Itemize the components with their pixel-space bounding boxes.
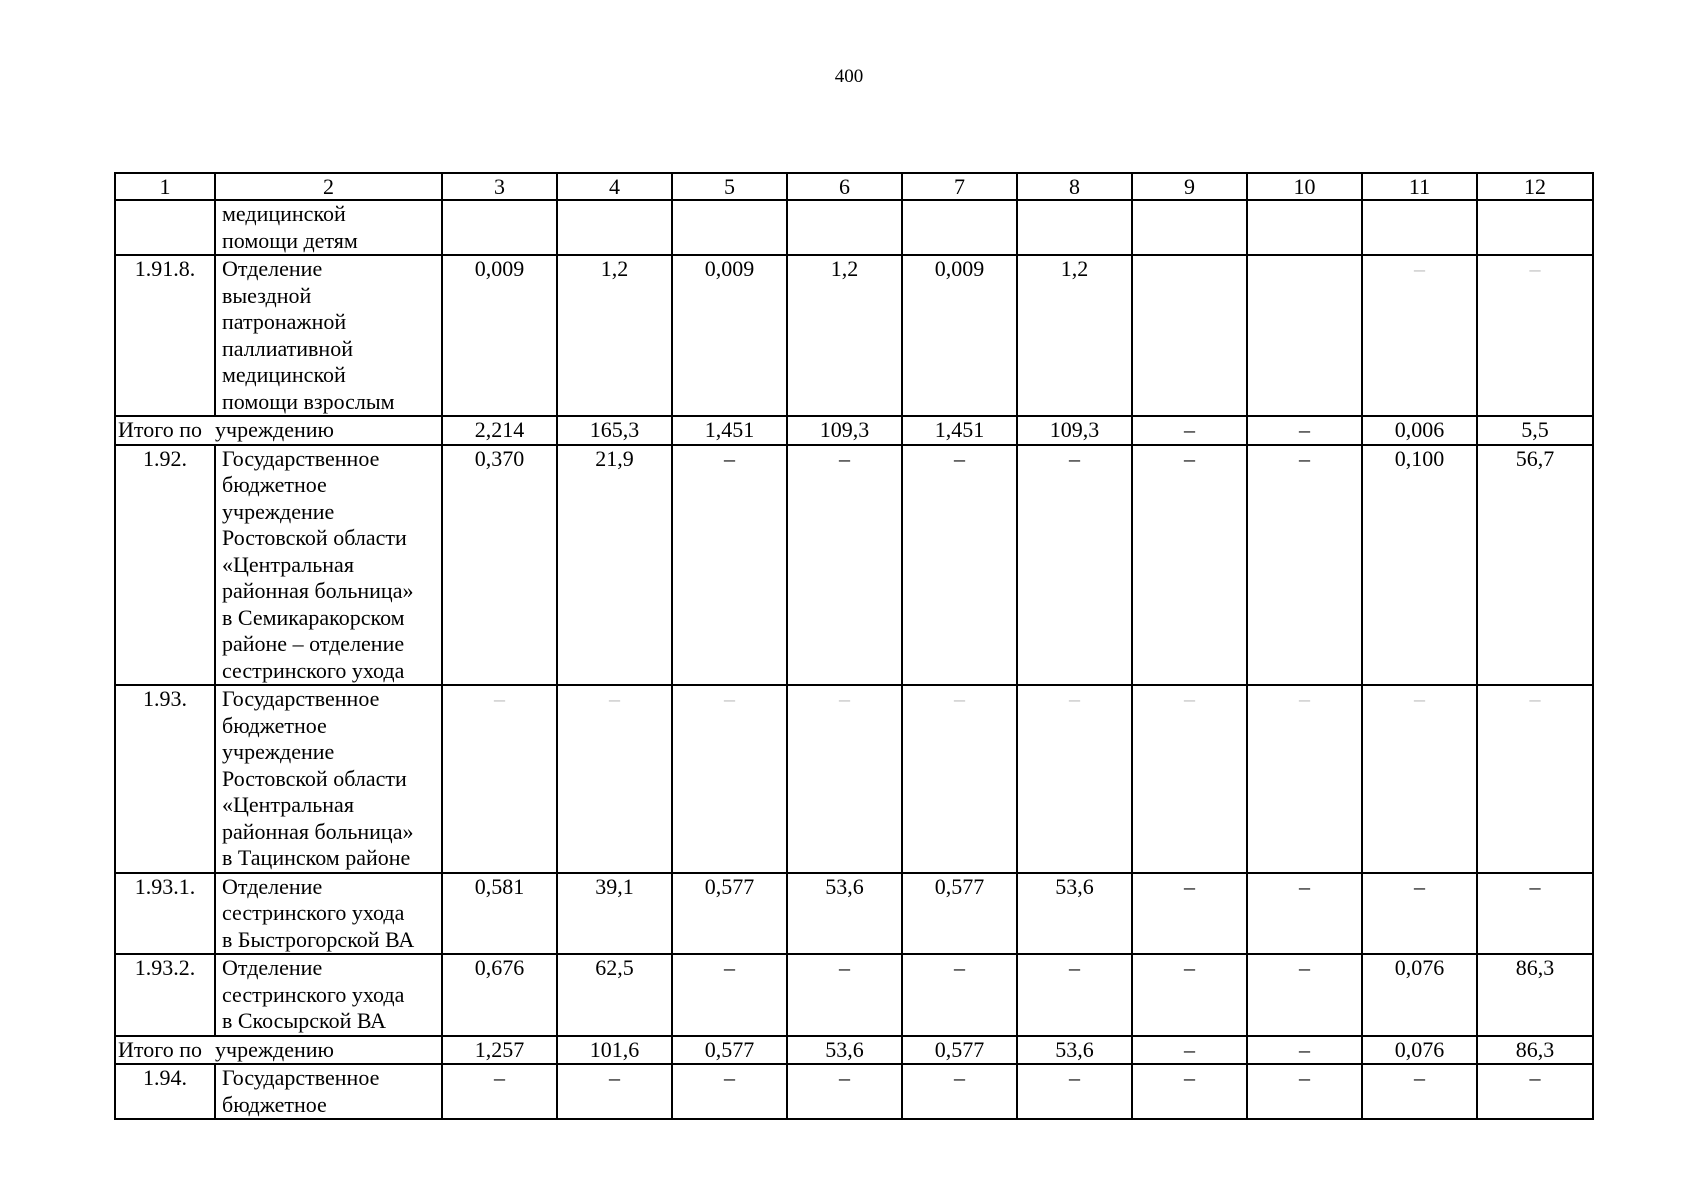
row-name-line: помощи взрослым — [222, 388, 395, 414]
table-row — [115, 954, 1593, 1036]
row-name — [215, 873, 442, 955]
row-name-line: бюджетное — [222, 1091, 327, 1117]
value-cell: – — [1477, 873, 1593, 955]
row-name-line: в Скосырской ВА — [222, 1008, 387, 1033]
row-name-line: учреждение — [222, 498, 335, 524]
value-cell: 86,3 — [1477, 954, 1593, 1036]
row-name — [215, 954, 442, 1036]
row-name — [215, 445, 442, 686]
value-cell — [1477, 200, 1593, 255]
value-cell: 1,2 — [1017, 255, 1132, 416]
value-cell: 0,006 — [1362, 416, 1477, 445]
value-cell: – — [1017, 954, 1132, 1036]
value-cell: 1,451 — [902, 416, 1017, 445]
data-table — [114, 172, 1594, 1120]
table-row — [115, 200, 1593, 255]
row-code: 1.92. — [115, 445, 215, 686]
value-cell: – — [672, 445, 787, 686]
row-code: 1.91.8. — [115, 255, 215, 416]
value-cell — [1362, 200, 1477, 255]
value-cell: 53,6 — [787, 873, 902, 955]
value-cell: – — [672, 685, 787, 873]
value-cell: – — [1247, 685, 1362, 873]
total-label: Итого по — [115, 1036, 215, 1065]
column-header: 5 — [672, 173, 787, 200]
row-name-line: медицинской — [222, 201, 346, 226]
total-row — [115, 1036, 1593, 1065]
value-cell: – — [902, 1064, 1017, 1119]
value-cell: 0,577 — [902, 1036, 1017, 1065]
value-cell: 0,676 — [442, 954, 557, 1036]
value-cell: – — [557, 685, 672, 873]
value-cell: 86,3 — [1477, 1036, 1593, 1065]
value-cell: – — [1132, 685, 1247, 873]
value-cell: 0,581 — [442, 873, 557, 955]
value-cell: – — [1362, 1064, 1477, 1119]
row-name-line: районная больница» — [222, 578, 414, 603]
column-header: 2 — [215, 173, 442, 200]
table-body — [115, 173, 1593, 1119]
value-cell: – — [1247, 1036, 1362, 1065]
row-name-line: патронажной — [222, 309, 347, 334]
value-cell — [902, 200, 1017, 255]
value-cell: – — [557, 1064, 672, 1119]
row-name-line: помощи детям — [222, 227, 358, 253]
total-label-cont: учреждению — [215, 1036, 442, 1065]
value-cell: 101,6 — [557, 1036, 672, 1065]
value-cell: 0,009 — [672, 255, 787, 416]
row-name-line: Отделение — [222, 955, 323, 980]
value-cell: 109,3 — [1017, 416, 1132, 445]
value-cell: – — [1477, 1064, 1593, 1119]
total-row — [115, 416, 1593, 445]
value-cell: 1,2 — [557, 255, 672, 416]
column-header: 11 — [1362, 173, 1477, 200]
row-code: 1.94. — [115, 1064, 215, 1119]
row-name-line: Государственное — [222, 686, 380, 711]
table-row — [115, 685, 1593, 873]
value-cell: – — [1017, 445, 1132, 686]
value-cell: – — [1362, 255, 1477, 416]
row-name-line: сестринского ухода — [222, 981, 405, 1007]
column-header: 1 — [115, 173, 215, 200]
value-cell: – — [1362, 873, 1477, 955]
value-cell: – — [902, 685, 1017, 873]
column-header: 12 — [1477, 173, 1593, 200]
value-cell: – — [672, 954, 787, 1036]
row-name — [215, 1064, 442, 1119]
row-name-line: бюджетное — [222, 712, 327, 738]
value-cell: 53,6 — [787, 1036, 902, 1065]
value-cell: – — [442, 685, 557, 873]
value-cell: 0,009 — [442, 255, 557, 416]
page-number: 400 — [834, 66, 864, 87]
value-cell: – — [1477, 255, 1593, 416]
value-cell: 0,577 — [672, 1036, 787, 1065]
row-name-line: бюджетное — [222, 472, 327, 497]
column-header: 8 — [1017, 173, 1132, 200]
row-name-line: районная больница» — [222, 818, 414, 844]
value-cell: – — [787, 445, 902, 686]
value-cell: – — [1132, 873, 1247, 955]
value-cell: 53,6 — [1017, 1036, 1132, 1065]
value-cell: 0,076 — [1362, 1036, 1477, 1065]
value-cell: 1,451 — [672, 416, 787, 445]
value-cell: 56,7 — [1477, 445, 1593, 686]
value-cell: – — [672, 1064, 787, 1119]
value-cell: 1,2 — [787, 255, 902, 416]
value-cell: – — [1247, 445, 1362, 686]
value-cell: 0,370 — [442, 445, 557, 686]
column-header: 7 — [902, 173, 1017, 200]
value-cell: 21,9 — [557, 445, 672, 686]
total-label-cont: учреждению — [215, 416, 442, 445]
value-cell: 39,1 — [557, 873, 672, 955]
row-name-line: учреждение — [222, 739, 335, 764]
value-cell: 1,257 — [442, 1036, 557, 1065]
column-header: 3 — [442, 173, 557, 200]
table-row — [115, 1064, 1593, 1119]
value-cell: – — [1247, 1064, 1362, 1119]
row-name-line: Государственное — [222, 445, 380, 471]
row-name-line: выездной — [222, 282, 312, 308]
row-name-line: Отделение — [222, 256, 323, 281]
column-header: 6 — [787, 173, 902, 200]
value-cell — [557, 200, 672, 255]
column-header: 4 — [557, 173, 672, 200]
value-cell — [1132, 255, 1247, 416]
table-row — [115, 873, 1593, 955]
table-row — [115, 445, 1593, 686]
value-cell: 53,6 — [1017, 873, 1132, 955]
value-cell: – — [1017, 1064, 1132, 1119]
value-cell: – — [1132, 954, 1247, 1036]
value-cell: 0,076 — [1362, 954, 1477, 1036]
column-header: 9 — [1132, 173, 1247, 200]
table-row — [115, 255, 1593, 416]
row-name-line: Ростовской области — [222, 525, 407, 550]
value-cell: 0,577 — [902, 873, 1017, 955]
total-label: Итого по — [115, 416, 215, 445]
value-cell: – — [787, 954, 902, 1036]
value-cell: – — [787, 685, 902, 873]
value-cell — [672, 200, 787, 255]
row-name-line: в Быстрогорской ВА — [222, 926, 415, 952]
row-name-line: Государственное — [222, 1065, 380, 1090]
value-cell: – — [1017, 685, 1132, 873]
value-cell: 165,3 — [557, 416, 672, 445]
row-name-line: сестринского ухода — [222, 900, 405, 925]
value-cell: – — [442, 1064, 557, 1119]
value-cell: 109,3 — [787, 416, 902, 445]
value-cell: – — [1132, 416, 1247, 445]
row-code: 1.93.2. — [115, 954, 215, 1036]
value-cell: – — [787, 1064, 902, 1119]
value-cell — [1247, 255, 1362, 416]
row-name — [215, 200, 442, 255]
row-name-line: районе – отделение — [222, 631, 405, 656]
value-cell: 0,100 — [1362, 445, 1477, 686]
row-name-line: в Семикаракорском — [222, 604, 405, 630]
value-cell: – — [902, 954, 1017, 1036]
value-cell: – — [1132, 1064, 1247, 1119]
row-name — [215, 685, 442, 873]
row-code: 1.93.1. — [115, 873, 215, 955]
row-name-line: сестринского ухода — [222, 657, 405, 683]
row-name-line: медицинской — [222, 362, 346, 387]
value-cell: 2,214 — [442, 416, 557, 445]
value-cell: – — [1477, 685, 1593, 873]
row-name-line: Отделение — [222, 873, 323, 899]
value-cell: – — [1247, 954, 1362, 1036]
column-header: 10 — [1247, 173, 1362, 200]
row-name-line: «Центральная — [222, 792, 354, 817]
value-cell — [1017, 200, 1132, 255]
row-name — [215, 255, 442, 416]
value-cell: – — [1247, 416, 1362, 445]
value-cell — [442, 200, 557, 255]
value-cell: – — [1132, 445, 1247, 686]
value-cell: 62,5 — [557, 954, 672, 1036]
value-cell: 0,009 — [902, 255, 1017, 416]
value-cell — [1132, 200, 1247, 255]
value-cell — [1247, 200, 1362, 255]
row-code — [115, 200, 215, 255]
row-name-line: Ростовской области — [222, 765, 407, 791]
value-cell: – — [1362, 685, 1477, 873]
row-name-line: паллиативной — [222, 335, 353, 361]
value-cell: – — [902, 445, 1017, 686]
value-cell: 0,577 — [672, 873, 787, 955]
row-code: 1.93. — [115, 685, 215, 873]
value-cell — [787, 200, 902, 255]
row-name-line: в Тацинском районе — [222, 845, 411, 870]
value-cell: – — [1247, 873, 1362, 955]
header-row — [115, 173, 1593, 200]
value-cell: – — [1132, 1036, 1247, 1065]
row-name-line: «Центральная — [222, 551, 354, 577]
value-cell: 5,5 — [1477, 416, 1593, 445]
